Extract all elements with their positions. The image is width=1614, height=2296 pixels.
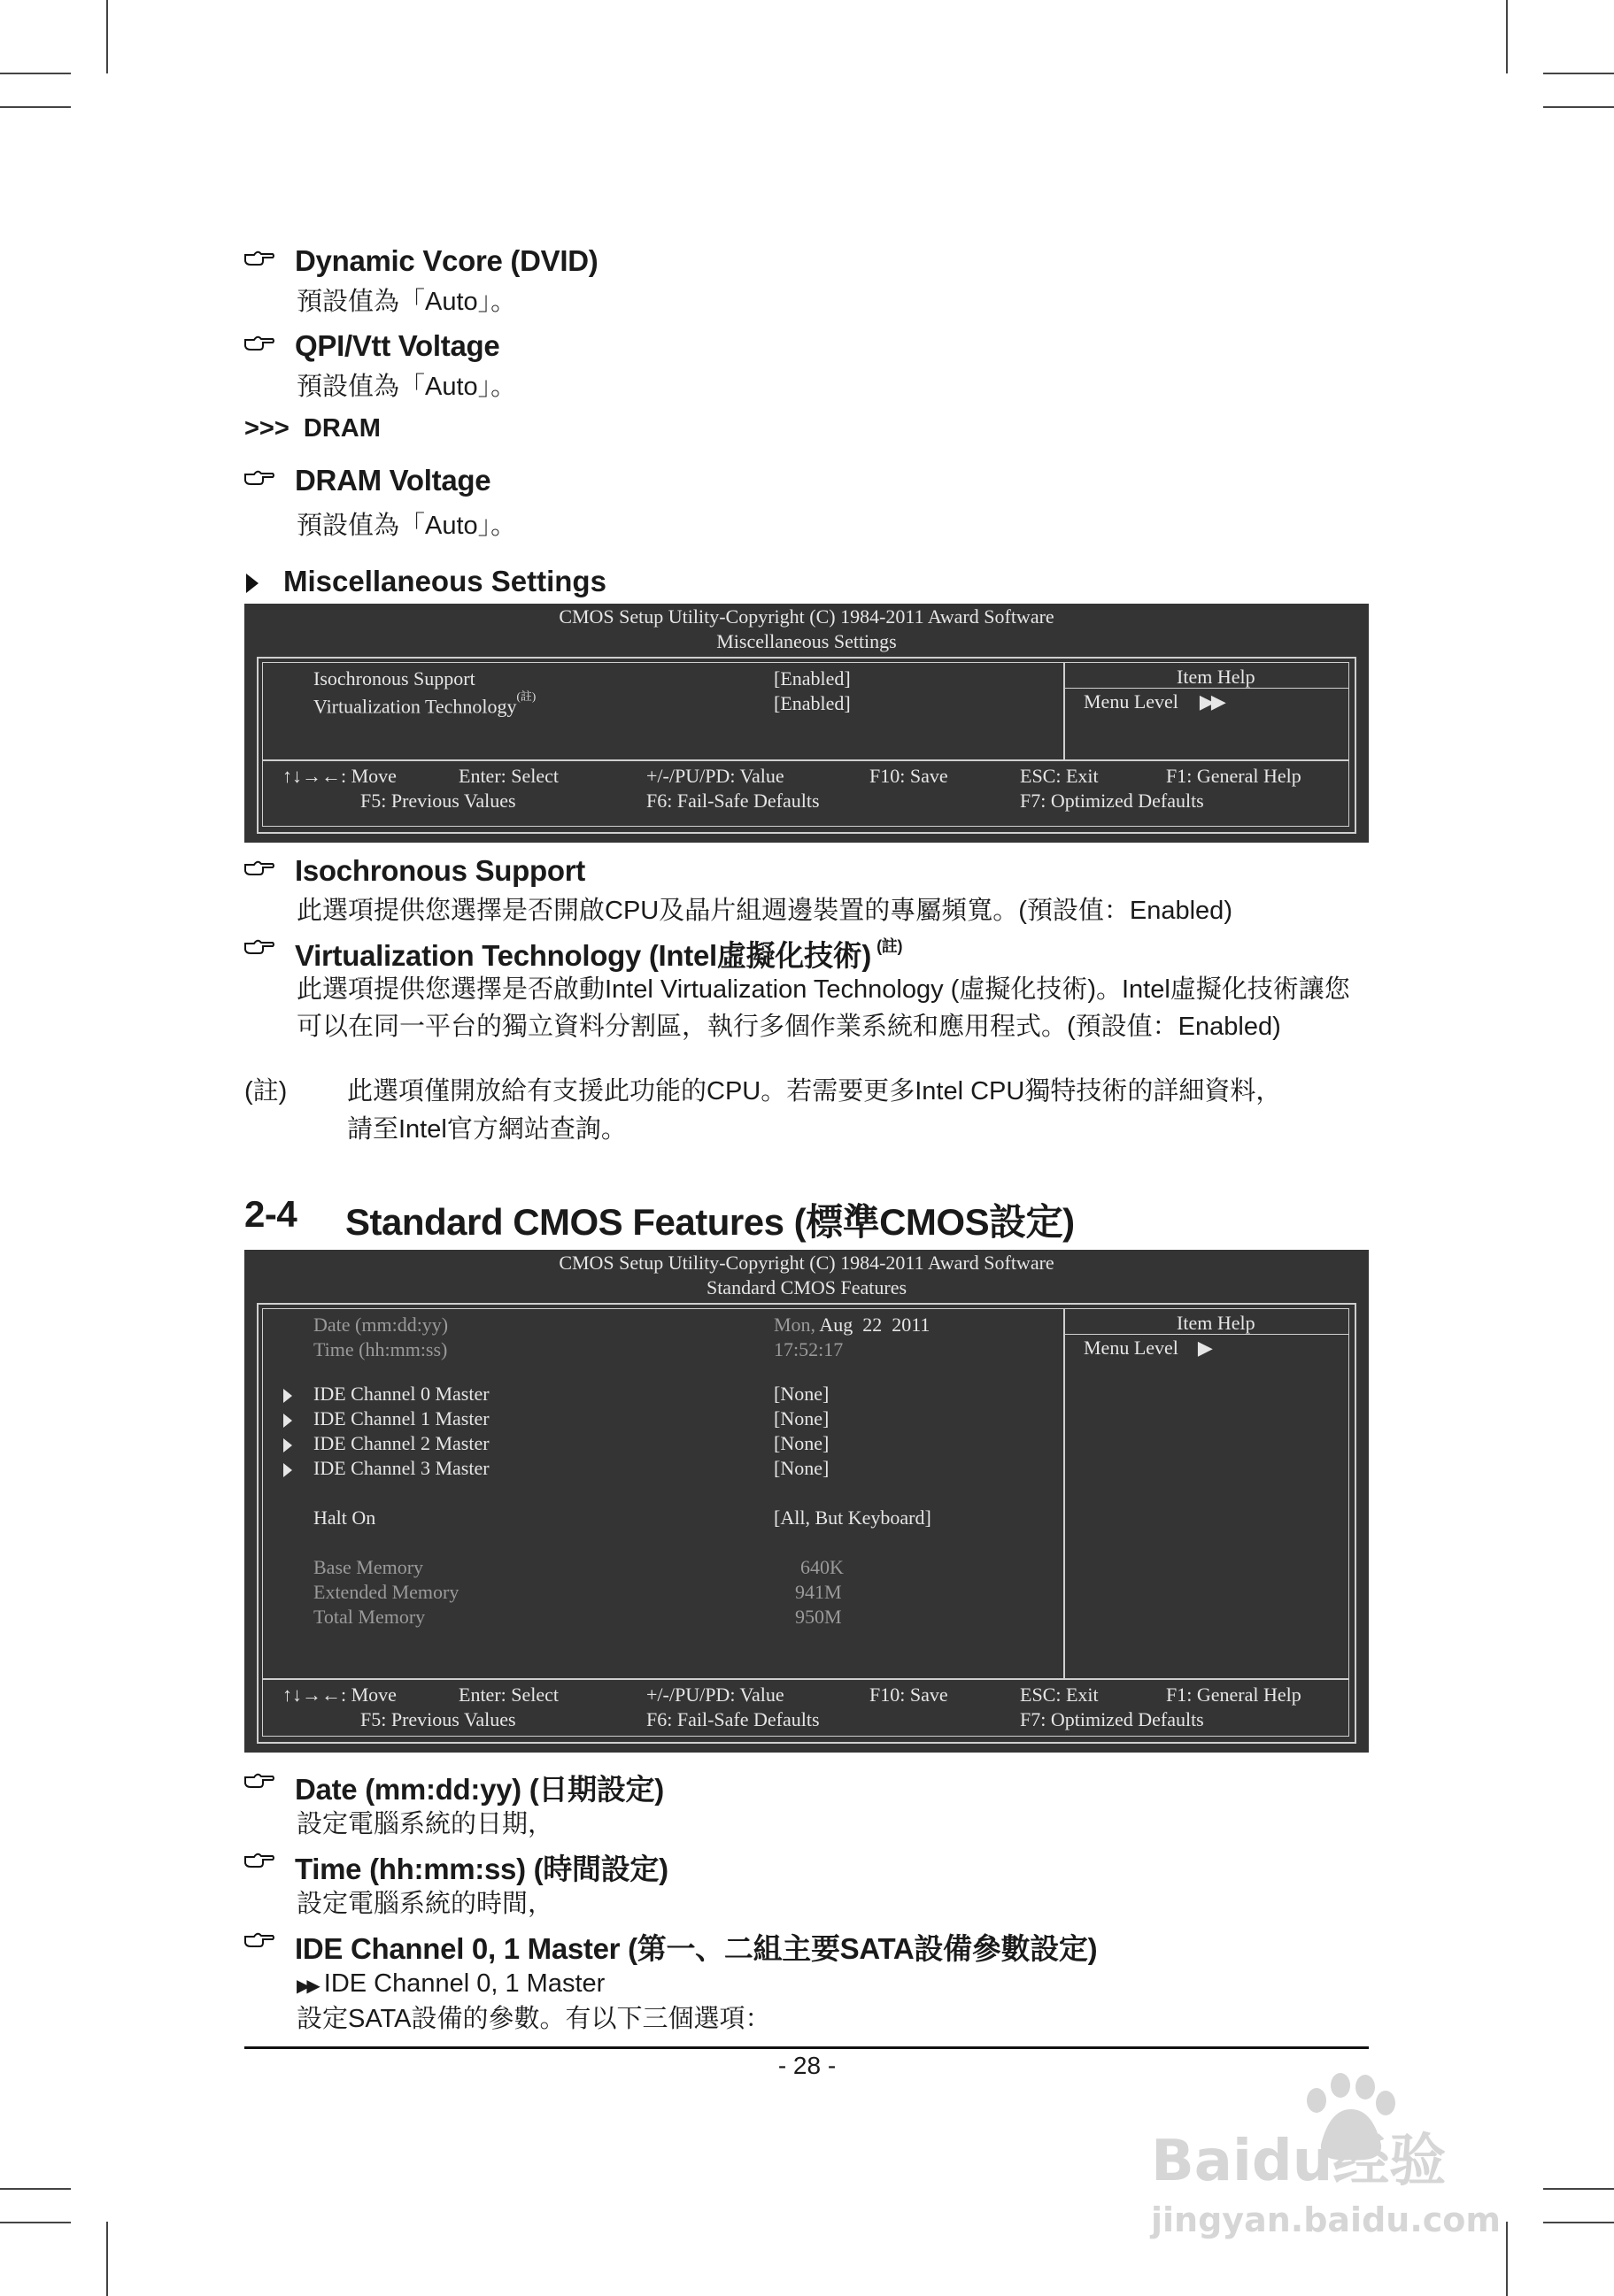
item-subheading-text: IDE Channel 0, 1 Master (323, 1969, 606, 1998)
crop-mark (0, 106, 71, 108)
bios-row-label[interactable]: IDE Channel 0 Master (313, 1383, 490, 1405)
pointing-hand-icon (243, 1850, 275, 1871)
bios-row-value: 941M (795, 1581, 842, 1603)
bios-row-label: Date (mm:dd:yy) (313, 1314, 449, 1336)
watermark-brand: Baidu经验 (1151, 2129, 1447, 2194)
bios-row-label[interactable]: IDE Channel 2 Master (313, 1432, 490, 1454)
bios-divider (1063, 1308, 1065, 1678)
bios-row-value: 640K (800, 1556, 844, 1578)
crop-mark (1543, 106, 1614, 108)
crop-mark (1506, 2222, 1508, 2296)
crop-mark (0, 2222, 71, 2223)
item-title-text: Virtualization Technology (Intel虛擬化技術) (295, 939, 872, 972)
bios-title: CMOS Setup Utility-Copyright (C) 1984-2011 Award Software (559, 1252, 1054, 1274)
key-failsafe: F6: Fail-Safe Defaults (646, 790, 820, 812)
bios-row-label[interactable]: IDE Channel 1 Master (313, 1407, 490, 1429)
footnote-line: 此選項僅開放給有支援此功能的CPU。若需要更多Intel CPU獨特技術的詳細資料， (347, 1077, 1282, 1106)
bios-menu-level (1084, 1337, 1213, 1360)
bios-divider (262, 759, 1349, 761)
note-mark: (註) (877, 937, 903, 955)
key-enter: Enter: Select (459, 1683, 560, 1706)
misc-heading (246, 565, 606, 598)
bios-row-value[interactable]: [All, But Keyboard] (774, 1506, 931, 1529)
bios-item-help-label: Item Help (1177, 666, 1255, 688)
bios-row-value[interactable]: [None] (774, 1383, 830, 1405)
item-description: 設定SATA設備的參數。有以下三個選項： (297, 2005, 771, 2033)
bios-subtitle: Standard CMOS Features (706, 1276, 907, 1298)
submenu-triangle-icon (283, 1438, 292, 1452)
menu-level-label: Menu Level (1084, 690, 1178, 713)
date-rest: Aug 22 2011 (819, 1314, 931, 1336)
bios-row-label: Base Memory (313, 1556, 424, 1578)
bios-row-label[interactable]: Isochronous Support (313, 667, 475, 690)
pointing-hand-icon (243, 858, 275, 879)
key-failsafe: F6: Fail-Safe Defaults (646, 1708, 820, 1730)
key-esc: ESC: Exit (1020, 1683, 1099, 1706)
item-title: Time (hh:mm:ss) (時間設定) (295, 1853, 668, 1885)
double-triangle-icon: ▶▶ (1199, 690, 1223, 713)
bios-row-value[interactable]: [None] (774, 1457, 830, 1479)
key-optimized: F7: Optimized Defaults (1020, 790, 1204, 812)
crop-mark (0, 2188, 71, 2190)
submenu-triangle-icon (283, 1389, 292, 1403)
crop-mark (0, 73, 71, 74)
item-description: 可以在同一平台的獨立資料分割區，執行多個作業系統和應用程式。(預設值：Enabled) (297, 1013, 1281, 1041)
bios-screen-standard (244, 1250, 1369, 1753)
key-save: F10: Save (869, 1683, 948, 1706)
bios-row-label[interactable] (313, 692, 536, 718)
bios-divider (262, 1678, 1349, 1680)
bios-row-label[interactable]: IDE Channel 3 Master (313, 1457, 490, 1479)
submenu-triangle-icon (283, 1414, 292, 1428)
item-description: 設定電腦系統的日期， (297, 1810, 554, 1838)
crop-mark (1543, 2188, 1614, 2190)
item-title: QPI/Vtt Voltage (295, 329, 500, 362)
item-title: Date (mm:dd:yy) (日期設定) (295, 1773, 664, 1806)
crop-mark (1506, 0, 1508, 73)
bios-item-help-label: Item Help (1177, 1312, 1255, 1334)
bios-row-value[interactable]: [Enabled] (774, 667, 851, 690)
section-label-dram: >>> DRAM (244, 414, 381, 443)
item-title: IDE Channel 0, 1 Master (第一、二組主要SATA設備參數設定) (295, 1932, 1098, 1965)
watermark-url: jingyan.baidu.com (1151, 2200, 1501, 2239)
item-title: Dynamic Vcore (DVID) (295, 244, 598, 277)
bios-row-label-text: Virtualization Technology (313, 695, 517, 718)
crop-mark (1543, 2222, 1614, 2223)
pointing-hand-icon (243, 333, 275, 354)
pointing-hand-icon (243, 936, 275, 958)
bios-row-value: 950M (795, 1606, 842, 1628)
bios-subtitle: Miscellaneous Settings (716, 630, 897, 652)
key-move: ↑↓→←: Move (282, 765, 397, 787)
bios-row-label: Time (hh:mm:ss) (313, 1338, 448, 1360)
footnote-mark: (註) (244, 1077, 288, 1106)
crop-mark (106, 0, 108, 73)
key-esc: ESC: Exit (1020, 765, 1099, 787)
key-save: F10: Save (869, 765, 948, 787)
key-prev: F5: Previous Values (360, 1708, 516, 1730)
item-description: 此選項提供您選擇是否啟動Intel Virtualization Technology (虛擬化技術)。Intel虛擬化技術讓您 (297, 975, 1350, 1004)
bios-divider (1063, 662, 1065, 759)
bios-row-value[interactable] (774, 1314, 930, 1337)
note-mark: (註) (516, 690, 537, 703)
key-optimized: F7: Optimized Defaults (1020, 1708, 1204, 1730)
menu-level-label: Menu Level (1084, 1337, 1178, 1359)
key-value: +/-/PU/PD: Value (646, 1683, 784, 1706)
key-enter: Enter: Select (459, 765, 560, 787)
double-triangle-icon: ▶▶ (297, 1976, 317, 1996)
bios-row-value[interactable]: [None] (774, 1432, 830, 1454)
bios-row-value[interactable]: [Enabled] (774, 692, 851, 714)
item-title: DRAM Voltage (295, 464, 491, 497)
item-title: Isochronous Support (295, 854, 585, 887)
item-description: 設定電腦系統的時間， (297, 1890, 554, 1918)
footnote-line: 請至Intel官方網站查詢。 (347, 1115, 627, 1144)
pointing-hand-icon (243, 248, 275, 269)
crop-mark (106, 2222, 108, 2296)
key-move: ↑↓→←: Move (282, 1683, 397, 1706)
pointing-hand-icon (243, 1930, 275, 1951)
pointing-hand-icon (243, 1770, 275, 1791)
item-description: 預設值為「Auto」。 (297, 512, 517, 540)
bios-row-label[interactable]: Halt On (313, 1506, 376, 1529)
key-value: +/-/PU/PD: Value (646, 765, 784, 787)
submenu-triangle-icon (283, 1463, 292, 1477)
pointing-hand-icon (243, 467, 275, 489)
item-description: 此選項提供您選擇是否開啟CPU及晶片組週邊裝置的專屬頻寬。(預設值：Enabled) (297, 897, 1232, 925)
bios-row-value[interactable]: [None] (774, 1407, 830, 1429)
crop-mark (1543, 73, 1614, 74)
page-number: - 28 - (777, 2052, 837, 2079)
bios-row-label: Extended Memory (313, 1581, 459, 1603)
item-title (295, 933, 902, 975)
single-triangle-icon: ▶ (1197, 1337, 1213, 1359)
bios-screen-misc (244, 604, 1369, 843)
bios-title: CMOS Setup Utility-Copyright (C) 1984-2011 Award Software (559, 605, 1054, 628)
item-subheading (297, 1965, 605, 2005)
item-description: 預設值為「Auto」。 (297, 373, 517, 401)
key-help: F1: General Help (1166, 765, 1301, 787)
bios-row-value[interactable]: 17:52:17 (774, 1338, 844, 1360)
footer-rule (244, 2046, 1369, 2049)
triangle-right-icon (246, 574, 259, 593)
section-number: 2-4 (244, 1193, 297, 1235)
key-help: F1: General Help (1166, 1683, 1301, 1706)
section-title: Standard CMOS Features (標準CMOS設定) (345, 1201, 1075, 1243)
key-prev: F5: Previous Values (360, 790, 516, 812)
bios-row-label: Total Memory (313, 1606, 426, 1628)
date-weekday: Mon, (774, 1314, 816, 1336)
bios-menu-level (1084, 690, 1223, 713)
misc-heading-text: Miscellaneous Settings (283, 565, 606, 597)
item-description: 預設值為「Auto」。 (297, 288, 517, 316)
